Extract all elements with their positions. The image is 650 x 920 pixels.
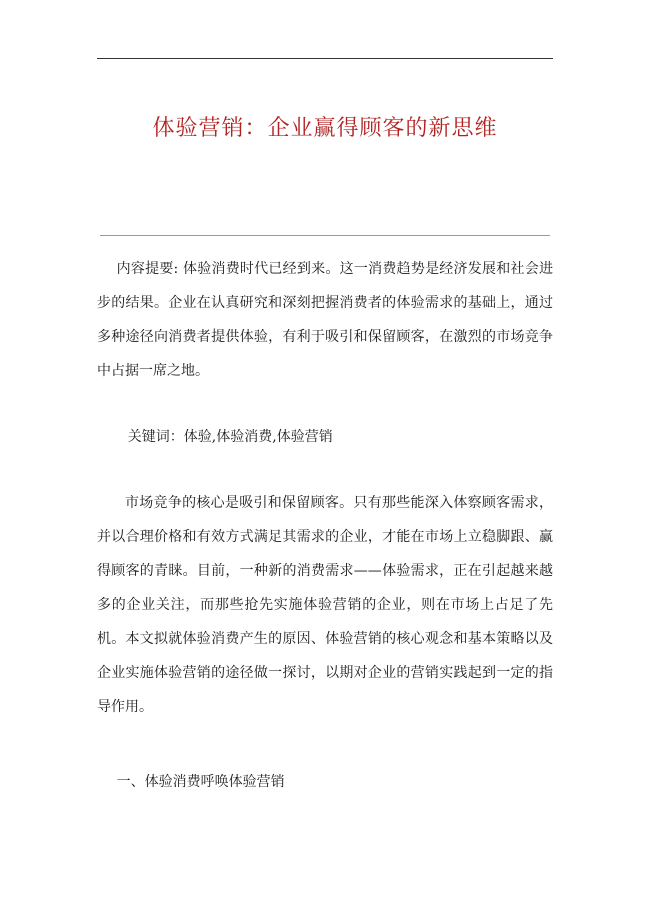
abstract-paragraph: 内容提要: 体验消费时代已经到来。这一消费趋势是经济发展和社会进步的结果。企业在认真研究和深刻把握消费者的体验需求的基础上，通过多种途径向消费者提供体验，有利于吸引和保留顾客，在激烈的市场竞争中占据一席之地。 <box>97 261 553 379</box>
intro-paragraph: 市场竞争的核心是吸引和保留顾客。只有那些能深入体察顾客需求，并以合理价格和有效方式满足其需求的企业，才能在市场上立稳脚跟、赢得顾客的青睐。目前，一种新的消费需求——体验需求，正在引起越来越多的企业关注，而那些抢先实施体验营销的企业，则在市场上占足了先机。本文拟就体验消费产生的原因、体验营销的核心观念和基本策略以及企业实施体验营销的途径做一探讨，以期对企业的营销实践起到一定的指导作用。 <box>97 495 553 715</box>
document-title: 体验营销：企业赢得顾客的新思维 <box>152 116 498 141</box>
keywords-line: 关键词：体验,体验消费,体验营销 <box>127 429 333 445</box>
header-rule <box>97 58 553 59</box>
section-heading: 一、体验消费呼唤体验营销 <box>116 774 285 790</box>
title-divider <box>100 235 550 236</box>
